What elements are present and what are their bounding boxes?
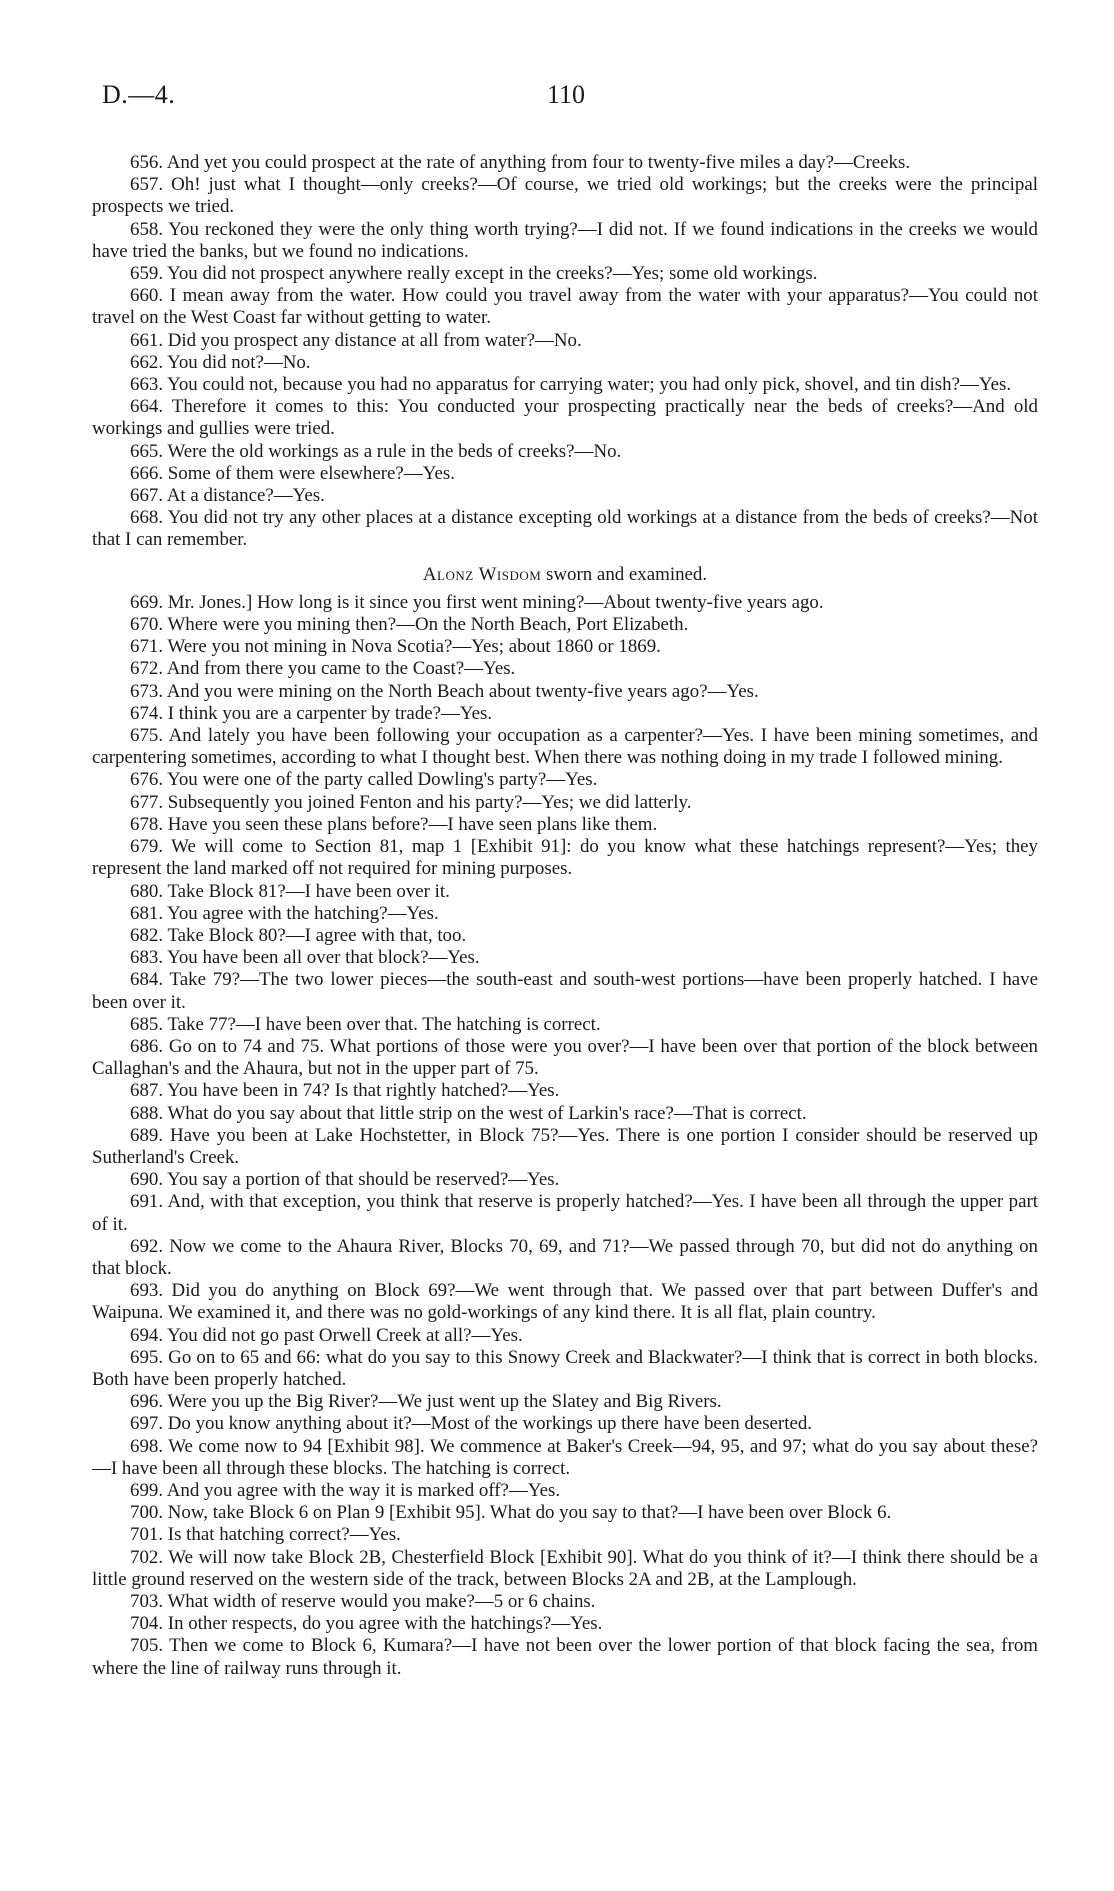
question-690: 690. You say a portion of that should be reserved?—Yes.	[130, 1169, 560, 1191]
question-693: 693. Did you do anything on Block 69?—We went through that. We passed over that part between Duffer's and Waipuna. We examined it, and there was no gold-workings of any kind there. It is all flat, plain country.	[92, 1280, 1038, 1324]
question-673: 673. And you were mining on the North Beach about twenty-five years ago?—Yes.	[130, 680, 759, 702]
question-702: 702. We will now take Block 2B, Chesterfield Block [Exhibit 90]. What do you think of it?—I think there should be a little ground reserved on the western side of the track, between Blocks 2A and 2B, at the Lamplough.	[92, 1546, 1038, 1590]
question-668: 668. You did not try any other places at a distance excepting old workings at a distance from the beds of creeks?—Not that I can remember.	[92, 507, 1038, 551]
question-657: 657. Oh! just what I thought—only creeks?—Of course, we tried old workings; but the creeks were the principal prospects we tried.	[92, 174, 1038, 218]
question-660: 660. I mean away from the water. How could you travel away from the water with your apparatus?—You could not travel on the West Coast far without getting to water.	[92, 285, 1038, 329]
question-685: 685. Take 77?—I have been over that. The hatching is correct.	[130, 1013, 601, 1035]
question-671: 671. Were you not mining in Nova Scotia?—Yes; about 1860 or 1869.	[130, 636, 661, 658]
question-704: 704. In other respects, do you agree with the hatchings?—Yes.	[130, 1613, 603, 1635]
page-number: 110	[547, 80, 586, 109]
question-678: 678. Have you seen these plans before?—I have seen plans like them.	[130, 813, 658, 835]
question-680: 680. Take Block 81?—I have been over it.	[130, 880, 450, 902]
question-686: 686. Go on to 74 and 75. What portions of those were you over?—I have been over that portion of the block between Callaghan's and the Ahaura, but not in the upper part of 75.	[92, 1035, 1038, 1080]
question-694: 694. You did not go past Orwell Creek at all?—Yes.	[130, 1324, 523, 1346]
question-658: 658. You reckoned they were the only thing worth trying?—I did not. If we found indications in the creeks we would have tried the banks, but we found no indications.	[92, 218, 1038, 262]
question-661: 661. Did you prospect any distance at all from water?—No.	[130, 329, 582, 351]
witness-heading	[92, 564, 1038, 586]
question-687: 687. You have been in 74? Is that rightly hatched?—Yes.	[130, 1080, 560, 1102]
question-703: 703. What width of reserve would you make?—5 or 6 chains.	[130, 1591, 596, 1612]
question-691: 691. And, with that exception, you think that reserve is properly hatched?—Yes. I have been all through the upper part of it.	[92, 1191, 1038, 1235]
question-689: 689. Have you been at Lake Hochstetter, in Block 75?—Yes. There is one portion I consider should be reserved up Sutherland's Creek.	[92, 1124, 1038, 1168]
page-header	[92, 78, 1038, 118]
question-656: 656. And yet you could prospect at the rate of anything from four to twenty-five miles a day?—Creeks.	[130, 152, 911, 173]
question-695: 695. Go on to 65 and 66: what do you say to this Snowy Creek and Blackwater?—I think that is correct in both blocks. Both have been properly hatched.	[92, 1346, 1038, 1390]
body-text	[92, 152, 1038, 1680]
question-663: 663. You could not, because you had no apparatus for carrying water; you had only pick, shovel, and tin dish?—Yes.	[130, 374, 1012, 396]
question-683: 683. You have been all over that block?—Yes.	[130, 947, 480, 969]
question-699: 699. And you agree with the way it is marked off?—Yes.	[130, 1479, 561, 1501]
question-692: 692. Now we come to the Ahaura River, Blocks 70, 69, and 71?—We passed through 70, but did not do anything on that block.	[92, 1235, 1038, 1279]
question-682: 682. Take Block 80?—I agree with that, too.	[130, 924, 467, 946]
question-676: 676. You were one of the party called Dowling's party?—Yes.	[130, 769, 598, 791]
question-697: 697. Do you know anything about it?—Most of the workings up there have been deserted.	[130, 1413, 813, 1435]
question-701: 701. Is that hatching correct?—Yes.	[130, 1524, 401, 1546]
question-679: 679. We will come to Section 81, map 1 [Exhibit 91]: do you know what these hatchings represent?—Yes; they represent the land marked off not required for mining purposes.	[92, 836, 1038, 880]
witness-heading-rest: sworn and examined.	[546, 563, 708, 585]
question-662: 662. You did not?—No.	[130, 351, 311, 373]
question-681: 681. You agree with the hatching?—Yes.	[130, 902, 439, 924]
document-page	[92, 78, 1038, 1680]
question-667: 667. At a distance?—Yes.	[130, 485, 325, 507]
question-659: 659. You did not prospect anywhere really except in the creeks?—Yes; some old workings.	[130, 263, 818, 285]
question-675: 675. And lately you have been following your occupation as a carpenter?—Yes. I have been mining sometimes, and carpentering sometimes, according to what I thought best. When there was nothing doing in my trade I followed mining.	[92, 725, 1038, 769]
question-672: 672. And from there you came to the Coast?—Yes.	[130, 658, 516, 680]
question-700: 700. Now, take Block 6 on Plan 9 [Exhibit 95]. What do you say to that?—I have been over Block 6.	[130, 1502, 892, 1524]
question-664: 664. Therefore it comes to this: You conducted your prospecting practically near the beds of creeks?—And old workings and gullies were tried.	[92, 396, 1038, 440]
question-705: 705. Then we come to Block 6, Kumara?—I have not been over the lower portion of that block facing the sea, from where the line of railway runs through it.	[92, 1635, 1038, 1679]
question-670: 670. Where were you mining then?—On the North Beach, Port Elizabeth.	[130, 614, 689, 636]
question-688: 688. What do you say about that little strip on the west of Larkin's race?—That is correct.	[130, 1102, 807, 1124]
document-reference: D.—4.	[102, 80, 176, 109]
question-666: 666. Some of them were elsewhere?—Yes.	[130, 462, 455, 484]
question-696: 696. Were you up the Big River?—We just went up the Slatey and Big Rivers.	[130, 1391, 722, 1413]
question-677: 677. Subsequently you joined Fenton and his party?—Yes; we did latterly.	[130, 791, 692, 813]
question-674: 674. I think you are a carpenter by trade?—Yes.	[130, 702, 493, 724]
question-669: 669. Mr. Jones.] How long is it since you first went mining?—About twenty-five years ago.	[130, 591, 824, 613]
question-684: 684. Take 79?—The two lower pieces—the south-east and south-west portions—have been properly hatched. I have been over it.	[92, 969, 1038, 1013]
question-698: 698. We come now to 94 [Exhibit 98]. We commence at Baker's Creek—94, 95, and 97; what do you say about these?—I have been all through these blocks. The hatching is correct.	[92, 1435, 1038, 1479]
witness-name: Alonz Wisdom	[422, 563, 542, 585]
question-665: 665. Were the old workings as a rule in the beds of creeks?—No.	[130, 440, 622, 462]
